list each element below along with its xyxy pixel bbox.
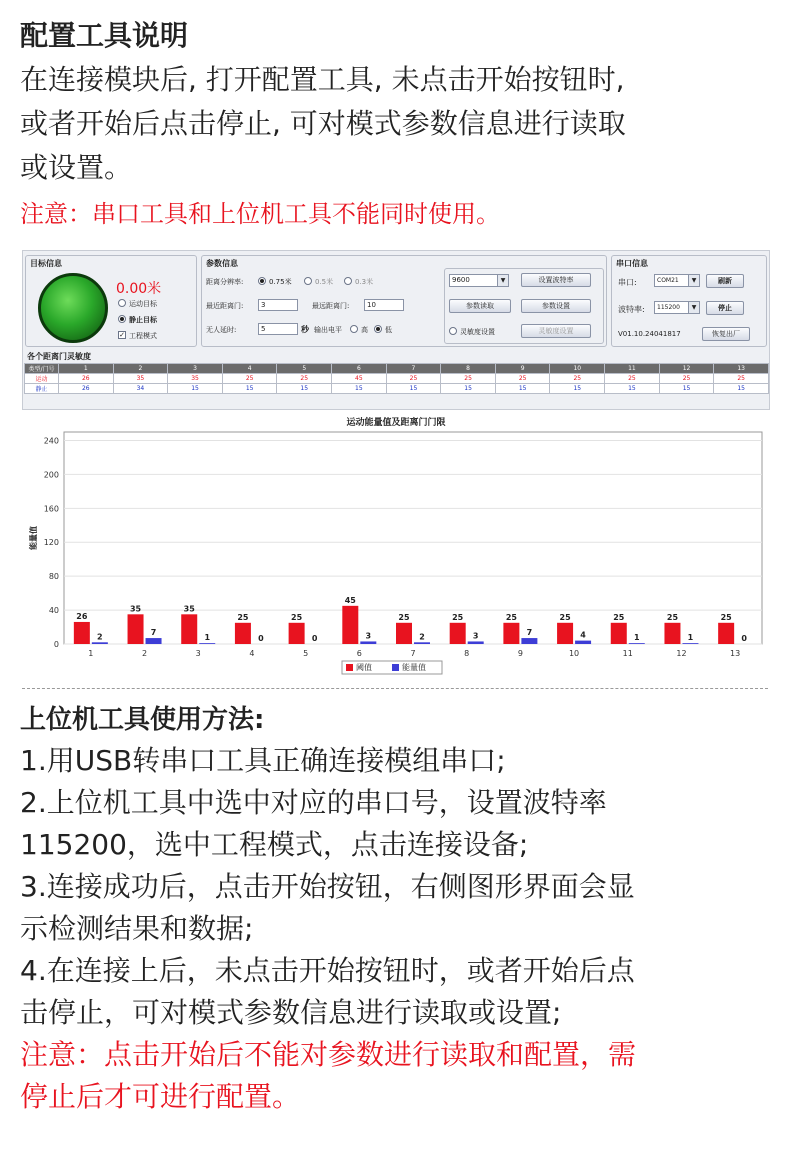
bar-energy [414, 642, 430, 644]
usage-step-1: 1.用USB转串口工具正确连接模组串口; [20, 744, 506, 777]
res-075-label: 0.75米 [269, 278, 292, 286]
data-label: 0 [311, 634, 318, 643]
intro-section [20, 14, 780, 234]
serial-panel-title: 串口信息 [616, 259, 648, 268]
usage-step-3a: 3.连接成功后，点击开始按钮，右侧图形界面会显 [20, 870, 635, 903]
sens-gate-header: 9 [495, 364, 550, 374]
y-tick-label: 80 [48, 572, 59, 582]
res-075-radio[interactable] [258, 277, 266, 285]
x-tick-label: 11 [622, 649, 633, 658]
distance-readout: 0.00米 [116, 281, 162, 297]
resolution-label: 距离分辨率: [206, 278, 244, 286]
sensitivity-table [24, 363, 769, 394]
y-axis-label: 能量值 [29, 526, 38, 550]
config-tool-window [22, 250, 770, 410]
energy-chart [22, 414, 770, 684]
read-params-button[interactable]: 参数读取 [449, 299, 511, 313]
y-tick-label: 160 [43, 504, 59, 514]
sens-cell[interactable]: 15 [277, 384, 332, 394]
data-label: 4 [580, 630, 586, 640]
bar-threshold [181, 614, 197, 644]
bar-energy [360, 641, 376, 644]
data-label: 1 [687, 633, 694, 643]
legend-label: 阈值 [356, 663, 372, 672]
baud-select[interactable] [449, 274, 509, 287]
sens-cell[interactable]: 35 [168, 374, 223, 384]
sens-cell[interactable]: 25 [277, 374, 332, 384]
set-baud-button[interactable]: 设置波特率 [521, 273, 591, 287]
level-low-radio[interactable] [374, 325, 382, 333]
sens-gate-header: 2 [113, 364, 168, 374]
data-label: 0 [741, 634, 747, 643]
bar-threshold [557, 623, 573, 644]
legend-swatch [392, 664, 399, 671]
data-label: 1 [633, 633, 640, 643]
sens-set-radio[interactable] [449, 327, 457, 335]
sens-cell[interactable]: 34 [113, 384, 168, 394]
data-label: 1 [204, 633, 211, 643]
x-tick-label: 4 [249, 649, 255, 658]
bar-energy [146, 638, 162, 644]
set-params-button[interactable]: 参数设置 [521, 299, 591, 313]
bar-threshold [450, 623, 466, 644]
data-label: 25 [237, 612, 249, 622]
bar-energy [199, 643, 215, 644]
sens-cell[interactable]: 15 [659, 384, 714, 394]
sens-gate-header: 7 [386, 364, 441, 374]
stop-button[interactable]: 停止 [706, 301, 744, 315]
y-tick-label: 120 [43, 538, 59, 548]
sens-cell[interactable]: 15 [550, 384, 605, 394]
max-gate-label: 最远距离门: [312, 302, 350, 310]
sens-gate-header: 1 [59, 364, 114, 374]
chevron-down-icon: ▼ [688, 275, 699, 286]
sens-cell[interactable]: 25 [550, 374, 605, 384]
baud-rate-select[interactable] [654, 301, 700, 314]
sens-cell[interactable]: 26 [59, 374, 114, 384]
legend-label: 能量值 [402, 663, 426, 672]
plot-area [64, 432, 762, 644]
x-tick-label: 2 [141, 649, 148, 658]
bar-threshold [664, 623, 680, 644]
data-label: 25 [720, 612, 732, 622]
data-label: 0 [258, 634, 264, 643]
sens-cell[interactable]: 15 [441, 384, 496, 394]
bar-threshold [342, 606, 358, 644]
table-row [25, 374, 769, 384]
data-label: 25 [613, 612, 625, 622]
usage-step-3b: 示检测结果和数据; [20, 912, 254, 945]
intro-title: 配置工具说明 [20, 19, 189, 52]
sens-gate-header: 4 [222, 364, 277, 374]
usage-step-4a: 4.在连接上后，未点击开始按钮时，或者开始后点 [20, 954, 635, 987]
baud-label: 波特率: [618, 305, 645, 314]
data-label: 25 [505, 612, 517, 622]
factory-reset-button[interactable]: 恢复出厂 [702, 327, 750, 341]
min-gate-label: 最近距离门: [206, 302, 244, 310]
x-tick-label: 6 [356, 649, 362, 658]
sens-cell[interactable]: 25 [659, 374, 714, 384]
engineering-mode-checkbox[interactable]: ✓ [119, 331, 125, 339]
moving-target-radio[interactable] [118, 299, 126, 307]
bar-threshold [396, 623, 412, 644]
sens-cell[interactable]: 25 [441, 374, 496, 384]
usage-warning-line-2: 停止后才可进行配置。 [20, 1080, 301, 1113]
bar-threshold [289, 623, 305, 644]
sens-gate-header: 11 [605, 364, 660, 374]
min-gate-input[interactable]: 3 [258, 299, 298, 311]
static-target-label: 静止目标 [129, 316, 157, 324]
usage-warning-line-1: 注意：点击开始后不能对参数进行读取和配置，需 [20, 1038, 637, 1071]
sens-gate-header: 13 [714, 364, 769, 374]
params-panel-title: 参数信息 [206, 259, 238, 268]
usage-step-2a: 2.上位机工具中选中对应的串口号，设置波特率 [20, 786, 607, 819]
usage-title: 上位机工具使用方法: [20, 705, 265, 735]
bar-energy [92, 642, 108, 644]
sens-gate-header: 5 [277, 364, 332, 374]
data-label: 3 [365, 631, 372, 641]
x-tick-label: 12 [676, 649, 687, 658]
y-tick-label: 240 [43, 436, 59, 446]
res-03-radio[interactable] [344, 277, 352, 285]
no-person-delay-input[interactable]: 5 [258, 323, 298, 335]
legend-swatch [346, 664, 353, 671]
sens-cell[interactable]: 15 [332, 384, 387, 394]
presence-indicator-icon [38, 273, 108, 343]
bar-energy [682, 643, 698, 644]
sens-set-button[interactable]: 灵敏度设置 [521, 324, 591, 338]
bar-threshold [718, 623, 734, 644]
chevron-down-icon: ▼ [497, 275, 508, 286]
sens-row-label: 运动 [25, 374, 59, 384]
chevron-down-icon: ▼ [688, 302, 699, 313]
sens-gate-header: 3 [168, 364, 223, 374]
usage-step-2b: 115200，选中工程模式，点击连接设备; [20, 828, 529, 861]
version-label: V01.10.24041817 [618, 330, 681, 338]
sens-table-header [25, 364, 769, 374]
port-select-value: COM21 [657, 277, 679, 284]
sens-cell[interactable]: 25 [495, 374, 550, 384]
serial-panel [611, 255, 767, 347]
sens-cell[interactable]: 25 [714, 374, 769, 384]
sens-cell[interactable]: 35 [113, 374, 168, 384]
x-tick-label: 7 [410, 649, 416, 658]
sens-cell[interactable]: 15 [605, 384, 660, 394]
baud-select-value: 9600 [452, 276, 470, 284]
refresh-button[interactable]: 刷新 [706, 274, 744, 288]
data-label: 7 [150, 628, 157, 638]
y-tick-label: 40 [48, 606, 59, 616]
sens-cell[interactable]: 25 [222, 374, 277, 384]
intro-warning: 注意：串口工具和上位机工具不能同时使用。 [20, 200, 500, 228]
data-label: 35 [183, 604, 195, 614]
bar-threshold [235, 623, 251, 644]
sens-row-label: 静止 [25, 384, 59, 394]
sens-cell[interactable]: 15 [386, 384, 441, 394]
intro-line-3: 或设置。 [20, 151, 133, 184]
bar-energy [575, 641, 591, 644]
data-label: 7 [526, 628, 533, 638]
intro-line-1: 在连接模块后, 打开配置工具, 未点击开始按钮时, [20, 63, 625, 96]
bar-threshold [611, 623, 627, 644]
sens-cell[interactable]: 15 [222, 384, 277, 394]
sens-cell[interactable]: 15 [168, 384, 223, 394]
data-label: 26 [76, 611, 88, 621]
chart-title: 运动能量值及距离门门限 [346, 418, 446, 428]
intro-line-2: 或者开始后点击停止, 可对模式参数信息进行读取 [20, 107, 626, 140]
bar-threshold [74, 622, 90, 644]
bar-energy [521, 638, 537, 644]
data-label: 3 [472, 631, 479, 641]
moving-target-label: 运动目标 [129, 300, 157, 308]
sens-gate-header: 10 [550, 364, 605, 374]
data-label: 25 [666, 612, 679, 622]
sens-table-title: 各个距离门灵敏度 [27, 352, 91, 361]
y-tick-label: 0 [53, 640, 59, 649]
level-low-label: 低 [385, 326, 392, 334]
data-label: 25 [291, 612, 303, 622]
bar-threshold [128, 614, 144, 644]
energy-chart-svg [22, 414, 770, 684]
x-tick-label: 1 [88, 649, 94, 658]
data-label: 35 [129, 604, 142, 614]
target-panel [25, 255, 197, 347]
port-select[interactable] [654, 274, 700, 287]
data-label: 25 [452, 612, 464, 622]
usage-step-4b: 击停止，可对模式参数信息进行读取或设置; [20, 996, 562, 1029]
no-person-delay-label: 无人延时: [206, 326, 237, 334]
sens-cell[interactable]: 15 [714, 384, 769, 394]
port-label: 串口: [618, 278, 637, 287]
x-tick-label: 13 [730, 649, 741, 658]
bar-threshold [503, 623, 519, 644]
sens-cell[interactable]: 25 [605, 374, 660, 384]
res-05-radio[interactable] [304, 277, 312, 285]
baud-rate-value: 115200 [657, 304, 680, 311]
sens-set-radio-label: 灵敏度设置 [460, 328, 495, 336]
sens-cell[interactable]: 15 [495, 384, 550, 394]
output-level-label: 输出电平 [314, 326, 342, 334]
params-panel [201, 255, 607, 347]
sens-gate-header: 6 [332, 364, 387, 374]
sens-gate-header: 12 [659, 364, 714, 374]
max-gate-input[interactable]: 10 [364, 299, 404, 311]
static-target-radio[interactable] [118, 315, 126, 323]
engineering-mode-label: 工程模式 [129, 332, 157, 340]
x-tick-label: 5 [303, 649, 309, 658]
res-05-label: 0.5米 [315, 278, 334, 286]
sens-cell[interactable]: 26 [59, 384, 114, 394]
res-03-label: 0.3米 [355, 278, 374, 286]
data-label: 25 [559, 612, 571, 622]
x-tick-label: 10 [568, 649, 580, 658]
bar-energy [468, 641, 484, 644]
sens-header-label: 类型/门号 [25, 364, 59, 374]
sens-cell[interactable]: 25 [386, 374, 441, 384]
seconds-unit: 秒 [301, 325, 309, 334]
level-high-label: 高 [361, 326, 368, 334]
usage-section [20, 700, 780, 1118]
level-high-radio[interactable] [350, 325, 358, 333]
params-actions-group [444, 268, 604, 344]
x-tick-label: 8 [464, 649, 470, 658]
bar-energy [629, 643, 645, 644]
data-label: 2 [419, 632, 425, 642]
sens-gate-header: 8 [441, 364, 496, 374]
x-tick-label: 3 [195, 649, 201, 658]
y-tick-label: 200 [43, 470, 59, 480]
x-tick-label: 9 [517, 649, 523, 658]
data-label: 45 [344, 595, 356, 605]
data-label: 25 [398, 612, 410, 622]
table-row [25, 384, 769, 394]
section-divider [22, 688, 768, 689]
sens-cell[interactable]: 45 [332, 374, 387, 384]
target-panel-title: 目标信息 [30, 259, 62, 268]
data-label: 2 [97, 632, 103, 642]
